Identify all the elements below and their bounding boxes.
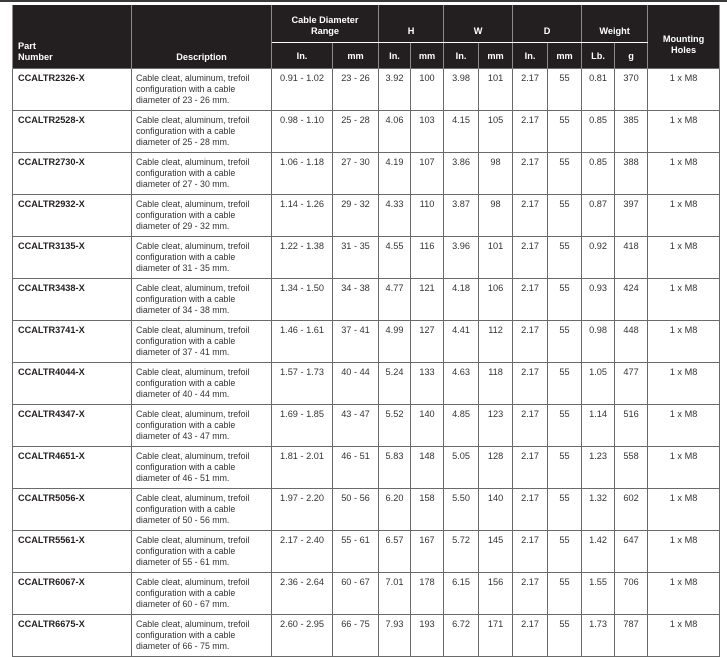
page-top-rule	[0, 0, 727, 2]
w-in-cell: 6.72	[444, 615, 479, 657]
h-mm-cell: 110	[411, 195, 444, 237]
d-in-cell: 2.17	[513, 447, 548, 489]
header-part-number	[13, 5, 132, 69]
h-mm-cell: 116	[411, 237, 444, 279]
part-number-cell: CCALTR3741-X	[13, 321, 132, 363]
mounting-holes-cell: 1 x M8	[648, 237, 720, 279]
weight-lb-cell: 1.05	[582, 363, 615, 405]
part-number-cell: CCALTR4651-X	[13, 447, 132, 489]
weight-g-cell: 787	[615, 615, 648, 657]
w-mm-cell: 171	[479, 615, 513, 657]
part-number-cell: CCALTR5056-X	[13, 489, 132, 531]
description-cell: Cable cleat, aluminum, trefoil configuration with a cable diameter of 60 - 67 mm.	[132, 573, 272, 615]
w-in-cell: 3.87	[444, 195, 479, 237]
w-in-cell: 4.63	[444, 363, 479, 405]
subheader-d-mm: mm	[548, 43, 582, 69]
mounting-holes-cell: 1 x M8	[648, 279, 720, 321]
d-mm-cell: 55	[548, 321, 582, 363]
part-number-cell: CCALTR3135-X	[13, 237, 132, 279]
w-mm-cell: 128	[479, 447, 513, 489]
subheader-w-in: In.	[444, 43, 479, 69]
description-cell: Cable cleat, aluminum, trefoil configuration with a cable diameter of 43 - 47 mm.	[132, 405, 272, 447]
weight-g-cell: 706	[615, 573, 648, 615]
h-in-cell: 4.77	[379, 279, 411, 321]
mounting-holes-cell: 1 x M8	[648, 111, 720, 153]
description-cell: Cable cleat, aluminum, trefoil configuration with a cable diameter of 40 - 44 mm.	[132, 363, 272, 405]
weight-lb-cell: 0.98	[582, 321, 615, 363]
header-range-line2: Range	[310, 26, 340, 36]
subheader-w-mm: mm	[479, 43, 513, 69]
table-row	[13, 237, 720, 279]
mounting-holes-cell: 1 x M8	[648, 573, 720, 615]
weight-g-cell: 388	[615, 153, 648, 195]
table-row	[13, 615, 720, 657]
d-in-cell: 2.17	[513, 195, 548, 237]
h-in-cell: 3.92	[379, 69, 411, 111]
cable-cleat-spec-table	[12, 5, 720, 657]
d-mm-cell: 55	[548, 195, 582, 237]
weight-lb-cell: 1.32	[582, 489, 615, 531]
part-number-cell: CCALTR4347-X	[13, 405, 132, 447]
table-row	[13, 573, 720, 615]
description-cell: Cable cleat, aluminum, trefoil configuration with a cable diameter of 27 - 30 mm.	[132, 153, 272, 195]
h-in-cell: 7.93	[379, 615, 411, 657]
w-mm-cell: 156	[479, 573, 513, 615]
weight-g-cell: 397	[615, 195, 648, 237]
header-mounting-holes	[648, 5, 720, 69]
w-mm-cell: 106	[479, 279, 513, 321]
range-in-cell: 2.60 - 2.95	[272, 615, 333, 657]
w-in-cell: 3.98	[444, 69, 479, 111]
weight-lb-cell: 0.87	[582, 195, 615, 237]
range-in-cell: 1.06 - 1.18	[272, 153, 333, 195]
d-mm-cell: 55	[548, 615, 582, 657]
d-mm-cell: 55	[548, 153, 582, 195]
description-cell: Cable cleat, aluminum, trefoil configuration with a cable diameter of 46 - 51 mm.	[132, 447, 272, 489]
header-description: Description	[132, 5, 272, 69]
mounting-holes-cell: 1 x M8	[648, 195, 720, 237]
subheader-range-mm: mm	[333, 43, 379, 69]
h-mm-cell: 158	[411, 489, 444, 531]
table-row	[13, 363, 720, 405]
mounting-holes-cell: 1 x M8	[648, 489, 720, 531]
h-mm-cell: 121	[411, 279, 444, 321]
w-mm-cell: 101	[479, 69, 513, 111]
range-mm-cell: 34 - 38	[333, 279, 379, 321]
h-in-cell: 7.01	[379, 573, 411, 615]
header-d: D	[513, 5, 582, 43]
d-in-cell: 2.17	[513, 363, 548, 405]
part-number-cell: CCALTR2326-X	[13, 69, 132, 111]
header-h: H	[379, 5, 444, 43]
h-in-cell: 5.83	[379, 447, 411, 489]
header-range-line1: Cable Diameter	[291, 15, 359, 25]
subheader-h-mm: mm	[411, 43, 444, 69]
description-cell: Cable cleat, aluminum, trefoil configuration with a cable diameter of 50 - 56 mm.	[132, 489, 272, 531]
range-in-cell: 1.34 - 1.50	[272, 279, 333, 321]
weight-g-cell: 385	[615, 111, 648, 153]
d-mm-cell: 55	[548, 489, 582, 531]
range-mm-cell: 29 - 32	[333, 195, 379, 237]
w-mm-cell: 118	[479, 363, 513, 405]
w-mm-cell: 98	[479, 153, 513, 195]
part-number-cell: CCALTR5561-X	[13, 531, 132, 573]
description-cell: Cable cleat, aluminum, trefoil configuration with a cable diameter of 34 - 38 mm.	[132, 279, 272, 321]
mounting-holes-cell: 1 x M8	[648, 531, 720, 573]
subheader-h-in: In.	[379, 43, 411, 69]
d-mm-cell: 55	[548, 363, 582, 405]
weight-lb-cell: 1.55	[582, 573, 615, 615]
d-in-cell: 2.17	[513, 573, 548, 615]
mounting-holes-cell: 1 x M8	[648, 69, 720, 111]
description-cell: Cable cleat, aluminum, trefoil configuration with a cable diameter of 66 - 75 mm.	[132, 615, 272, 657]
table-row	[13, 447, 720, 489]
range-in-cell: 1.69 - 1.85	[272, 405, 333, 447]
range-mm-cell: 55 - 61	[333, 531, 379, 573]
weight-g-cell: 602	[615, 489, 648, 531]
weight-lb-cell: 0.85	[582, 111, 615, 153]
w-in-cell: 4.85	[444, 405, 479, 447]
d-in-cell: 2.17	[513, 69, 548, 111]
range-in-cell: 1.46 - 1.61	[272, 321, 333, 363]
part-number-cell: CCALTR6675-X	[13, 615, 132, 657]
subheader-weight-lb: Lb.	[582, 43, 615, 69]
range-in-cell: 0.98 - 1.10	[272, 111, 333, 153]
h-in-cell: 5.24	[379, 363, 411, 405]
table-row	[13, 279, 720, 321]
h-mm-cell: 100	[411, 69, 444, 111]
w-mm-cell: 123	[479, 405, 513, 447]
part-number-cell: CCALTR2932-X	[13, 195, 132, 237]
table-row	[13, 321, 720, 363]
h-mm-cell: 103	[411, 111, 444, 153]
part-number-cell: CCALTR6067-X	[13, 573, 132, 615]
d-mm-cell: 55	[548, 573, 582, 615]
w-in-cell: 5.05	[444, 447, 479, 489]
table-row	[13, 195, 720, 237]
h-in-cell: 6.57	[379, 531, 411, 573]
w-in-cell: 5.50	[444, 489, 479, 531]
d-in-cell: 2.17	[513, 237, 548, 279]
part-number-cell: CCALTR3438-X	[13, 279, 132, 321]
table-row	[13, 531, 720, 573]
w-mm-cell: 140	[479, 489, 513, 531]
mounting-holes-cell: 1 x M8	[648, 153, 720, 195]
table-row	[13, 405, 720, 447]
h-mm-cell: 167	[411, 531, 444, 573]
w-mm-cell: 101	[479, 237, 513, 279]
d-mm-cell: 55	[548, 447, 582, 489]
w-in-cell: 3.86	[444, 153, 479, 195]
w-in-cell: 4.41	[444, 321, 479, 363]
weight-lb-cell: 1.42	[582, 531, 615, 573]
h-mm-cell: 148	[411, 447, 444, 489]
weight-lb-cell: 1.23	[582, 447, 615, 489]
description-cell: Cable cleat, aluminum, trefoil configuration with a cable diameter of 37 - 41 mm.	[132, 321, 272, 363]
w-in-cell: 4.18	[444, 279, 479, 321]
range-mm-cell: 23 - 26	[333, 69, 379, 111]
range-mm-cell: 50 - 56	[333, 489, 379, 531]
h-in-cell: 4.19	[379, 153, 411, 195]
d-in-cell: 2.17	[513, 615, 548, 657]
h-mm-cell: 178	[411, 573, 444, 615]
range-mm-cell: 25 - 28	[333, 111, 379, 153]
range-in-cell: 1.81 - 2.01	[272, 447, 333, 489]
weight-lb-cell: 0.93	[582, 279, 615, 321]
d-in-cell: 2.17	[513, 279, 548, 321]
weight-g-cell: 424	[615, 279, 648, 321]
description-cell: Cable cleat, aluminum, trefoil configuration with a cable diameter of 29 - 32 mm.	[132, 195, 272, 237]
part-number-cell: CCALTR2730-X	[13, 153, 132, 195]
mounting-holes-cell: 1 x M8	[648, 363, 720, 405]
d-mm-cell: 55	[548, 69, 582, 111]
d-in-cell: 2.17	[513, 321, 548, 363]
weight-g-cell: 558	[615, 447, 648, 489]
weight-g-cell: 418	[615, 237, 648, 279]
w-mm-cell: 105	[479, 111, 513, 153]
description-cell: Cable cleat, aluminum, trefoil configuration with a cable diameter of 55 - 61 mm.	[132, 531, 272, 573]
subheader-weight-g: g	[615, 43, 648, 69]
d-in-cell: 2.17	[513, 531, 548, 573]
w-in-cell: 4.15	[444, 111, 479, 153]
range-mm-cell: 27 - 30	[333, 153, 379, 195]
weight-g-cell: 516	[615, 405, 648, 447]
h-mm-cell: 127	[411, 321, 444, 363]
range-mm-cell: 40 - 44	[333, 363, 379, 405]
header-w: W	[444, 5, 513, 43]
range-in-cell: 2.17 - 2.40	[272, 531, 333, 573]
d-mm-cell: 55	[548, 279, 582, 321]
header-part-line1: Part	[18, 41, 36, 51]
d-in-cell: 2.17	[513, 153, 548, 195]
w-in-cell: 6.15	[444, 573, 479, 615]
table-row	[13, 153, 720, 195]
d-mm-cell: 55	[548, 111, 582, 153]
header-weight: Weight	[582, 5, 648, 43]
header-mount-line1: Mounting	[662, 34, 705, 44]
range-mm-cell: 66 - 75	[333, 615, 379, 657]
table-row	[13, 69, 720, 111]
range-in-cell: 1.22 - 1.38	[272, 237, 333, 279]
weight-g-cell: 477	[615, 363, 648, 405]
weight-lb-cell: 0.92	[582, 237, 615, 279]
subheader-range-in: In.	[272, 43, 333, 69]
weight-g-cell: 448	[615, 321, 648, 363]
description-cell: Cable cleat, aluminum, trefoil configuration with a cable diameter of 31 - 35 mm.	[132, 237, 272, 279]
d-in-cell: 2.17	[513, 405, 548, 447]
range-mm-cell: 43 - 47	[333, 405, 379, 447]
h-in-cell: 4.06	[379, 111, 411, 153]
w-mm-cell: 112	[479, 321, 513, 363]
range-mm-cell: 60 - 67	[333, 573, 379, 615]
h-mm-cell: 107	[411, 153, 444, 195]
weight-lb-cell: 0.85	[582, 153, 615, 195]
description-cell: Cable cleat, aluminum, trefoil configuration with a cable diameter of 25 - 28 mm.	[132, 111, 272, 153]
range-mm-cell: 46 - 51	[333, 447, 379, 489]
range-in-cell: 1.97 - 2.20	[272, 489, 333, 531]
h-in-cell: 4.33	[379, 195, 411, 237]
d-mm-cell: 55	[548, 237, 582, 279]
weight-lb-cell: 1.73	[582, 615, 615, 657]
d-in-cell: 2.17	[513, 489, 548, 531]
header-part-line2: Number	[18, 52, 53, 62]
table-header	[13, 5, 720, 69]
weight-g-cell: 370	[615, 69, 648, 111]
w-mm-cell: 98	[479, 195, 513, 237]
range-in-cell: 2.36 - 2.64	[272, 573, 333, 615]
range-in-cell: 1.14 - 1.26	[272, 195, 333, 237]
part-number-cell: CCALTR4044-X	[13, 363, 132, 405]
weight-lb-cell: 1.14	[582, 405, 615, 447]
h-in-cell: 6.20	[379, 489, 411, 531]
d-mm-cell: 55	[548, 405, 582, 447]
w-in-cell: 5.72	[444, 531, 479, 573]
weight-g-cell: 647	[615, 531, 648, 573]
mounting-holes-cell: 1 x M8	[648, 405, 720, 447]
header-cable-diameter-range	[272, 5, 379, 43]
weight-lb-cell: 0.81	[582, 69, 615, 111]
h-mm-cell: 193	[411, 615, 444, 657]
h-mm-cell: 140	[411, 405, 444, 447]
h-in-cell: 4.55	[379, 237, 411, 279]
description-cell: Cable cleat, aluminum, trefoil configuration with a cable diameter of 23 - 26 mm.	[132, 69, 272, 111]
mounting-holes-cell: 1 x M8	[648, 615, 720, 657]
mounting-holes-cell: 1 x M8	[648, 447, 720, 489]
mounting-holes-cell: 1 x M8	[648, 321, 720, 363]
range-in-cell: 0.91 - 1.02	[272, 69, 333, 111]
header-mount-line2: Holes	[671, 45, 697, 55]
table-body	[13, 69, 720, 657]
d-in-cell: 2.17	[513, 111, 548, 153]
range-in-cell: 1.57 - 1.73	[272, 363, 333, 405]
range-mm-cell: 37 - 41	[333, 321, 379, 363]
subheader-d-in: In.	[513, 43, 548, 69]
range-mm-cell: 31 - 35	[333, 237, 379, 279]
w-in-cell: 3.96	[444, 237, 479, 279]
table-row	[13, 111, 720, 153]
h-mm-cell: 133	[411, 363, 444, 405]
d-mm-cell: 55	[548, 531, 582, 573]
h-in-cell: 5.52	[379, 405, 411, 447]
h-in-cell: 4.99	[379, 321, 411, 363]
w-mm-cell: 145	[479, 531, 513, 573]
part-number-cell: CCALTR2528-X	[13, 111, 132, 153]
table-row	[13, 489, 720, 531]
